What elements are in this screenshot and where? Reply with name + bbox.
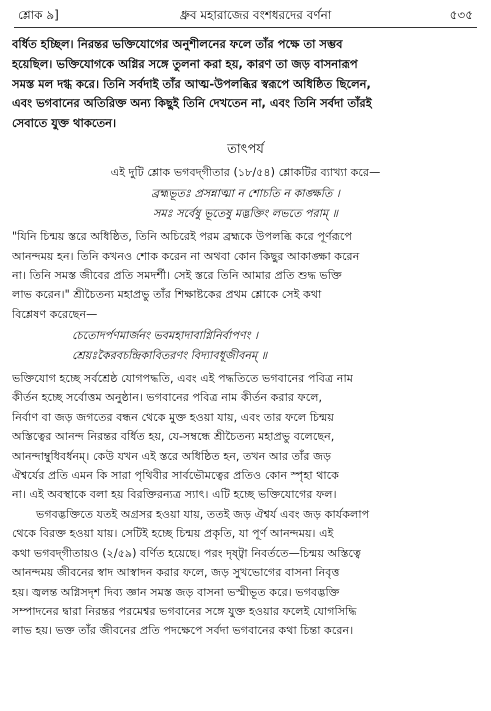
bhakti-paragraph — [12, 369, 479, 505]
shikshashtaka-verse — [12, 326, 479, 365]
verse-line: চেতোদর্পণমার্জনং ভবমহাদাবাগ্নিনির্বাপণং । — [72, 329, 258, 343]
text-line: থেকে বিরক্ত হওয়া যায়। সেটিই হচ্ছে চিন্ময় প্রকৃতি, যা পূর্ণ আনন্দময়। এই — [12, 527, 334, 541]
text-line: আনন্দময় জীবনের স্বাদ আস্বাদন করার ফলে, জড় সুখভোগের বাসনা নিবৃত্ত — [12, 566, 340, 580]
text-line: ঐশ্বর্যের প্রতি এমন কি সারা পৃথিবীর সার্বভৌমত্বের প্রতিও কোন স্পৃহা থাকে — [12, 469, 340, 483]
text-line: ভক্তিযোগ হচ্ছে সর্বশ্রেষ্ঠ যোগপদ্ধতি, এবং এই পদ্ধতিতে ভগবানের পবিত্র নাম — [12, 372, 353, 386]
text-line: এই দুটি শ্লোক ভগবদ্‌গীতার (১৮/৫৪) শ্লোকটির ব্যাখ্যা করে— — [110, 165, 381, 179]
final-paragraph — [12, 505, 479, 641]
text-line: না। এই অবস্থাকে বলা হয় বিরক্তিরন্যত্র স্যাৎ। এটি হচ্ছে ভক্তিযোগের ফল। — [12, 488, 337, 502]
chapter-title: ধ্রুব মহারাজের বংশধরদের বর্ণনা — [179, 8, 332, 22]
text-line: "যিনি চিন্ময় স্তরে অধিষ্ঠিত, তিনি অচিরেই পরম ব্রহ্মকে উপলব্ধি করে পূর্ণরূপে — [12, 230, 352, 244]
text-line: এবং ভগবানের অতিরিক্ত অন্য কিছুই তিনি দেখতেন না, এবং তিনি সর্বদা তাঁরই — [12, 96, 372, 111]
section-title: তাৎপর্য — [227, 141, 264, 157]
verse-line: ব্রহ্মভূতঃ প্রসন্নাত্মা ন শোচতি ন কাঙ্ক্ষতি । — [151, 187, 340, 201]
translation-quote-paragraph — [12, 227, 479, 324]
text-line: না। তিনি সমস্ত জীবের প্রতি সমদর্শী। সেই স্তরে তিনি আমার প্রতি শুদ্ধ ভক্তি — [12, 269, 342, 283]
text-line: আনন্দময় হন। তিনি কখনও শোক করেন না অথবা কোন কিছুর আকাঙ্ক্ষা করেন — [12, 249, 360, 263]
verse-line: সমঃ সর্বেষু ভূতেষু মদ্ভক্তিং লভতে পরাম্‌ ॥ — [152, 206, 338, 220]
text-line: কীর্তন হচ্ছে সর্বোত্তম অনুষ্ঠান। ভগবানের পবিত্র নাম কীর্তন করার ফলে, — [12, 391, 323, 405]
translation-paragraph — [12, 35, 479, 134]
gita-verse — [12, 184, 479, 223]
text-line: সমস্ত মল দগ্ধ করে। তিনি সর্বদাই তাঁর আত্ম-উপলব্ধির স্বরূপে অধিষ্ঠিত ছিলেন, — [12, 76, 371, 91]
page-number: ৫৩৫ — [449, 8, 473, 22]
text-line: হয়েছিল। ভক্তিযোগকে অগ্নির সঙ্গে তুলনা করা হয়, কারণ তা জড় বাসনারূপ — [12, 56, 358, 71]
text-line: বর্ধিত হচ্ছিল। নিরন্তর ভক্তিযোগের অনুশীলনের ফলে তাঁর পক্ষে তা সম্ভব — [12, 37, 343, 51]
gita-intro — [12, 163, 479, 182]
text-line: বিশ্লেষণ করেছেন— — [12, 307, 98, 321]
text-line: সম্পাদনের দ্বারা নিরন্তর পরমেশ্বর ভগবানের সঙ্গে যুক্ত হওয়ার ফলেই যোগসিদ্ধি — [12, 604, 357, 618]
text-line: কথা ভগবদ্‌গীতায়ও (২/৫৯) বর্ণিত হয়েছে। পরং দৃষ্ট্বা নিবর্ততে—চিন্ময় অস্তিত্বে — [12, 546, 362, 560]
text-line: আনন্দাম্বুধিবর্ধনম্‌। কেউ যখন এই স্তরে অধিষ্ঠিত হন, তখন আর তাঁর জড় — [12, 449, 332, 463]
text-line: লাভ করেন।" শ্রীচৈতন্য মহাপ্রভু তাঁর শিক্ষাষ্টকের প্রথম শ্লোকে সেই কথা — [12, 288, 322, 302]
text-line: অস্তিত্বের আনন্দ নিরন্তর বর্ধিত হয়, যে-সম্বন্ধে শ্রীচৈতন্য মহাপ্রভু বলেছেন, — [12, 430, 335, 444]
text-line: লাভ হয়। ভক্ত তাঁর জীবনের প্রতি পদক্ষেপে সর্বদা ভগবানের কথা চিন্তা করেন। — [12, 624, 354, 638]
text-line: ভগবদ্ভক্তিতে যতই অগ্রসর হওয়া যায়, ততই জড় ঐশ্বর্য এবং জড় কার্যকলাপ — [36, 507, 370, 521]
verse-reference: শ্লোক ৯] — [18, 8, 59, 22]
text-line: সেবাতে যুক্ত থাকতেন। — [12, 116, 117, 131]
verse-line: শ্রেয়ঃকৈরবচন্দ্রিকাবিতরণং বিদ্যাবধূজীবনম্‌ ॥ — [72, 348, 268, 362]
text-line: নির্বাণ বা জড় জগতের বন্ধন থেকে মুক্ত হওয়া যায়, এবং তার ফলে চিন্ময় — [12, 410, 335, 424]
running-header — [14, 6, 477, 28]
text-line: হয়। জ্বলন্ত অগ্নিসদৃশ দিব্য জ্ঞান সমস্ত জড় বাসনা ভস্মীভূত করে। ভগবদ্ভক্তি — [12, 585, 340, 599]
